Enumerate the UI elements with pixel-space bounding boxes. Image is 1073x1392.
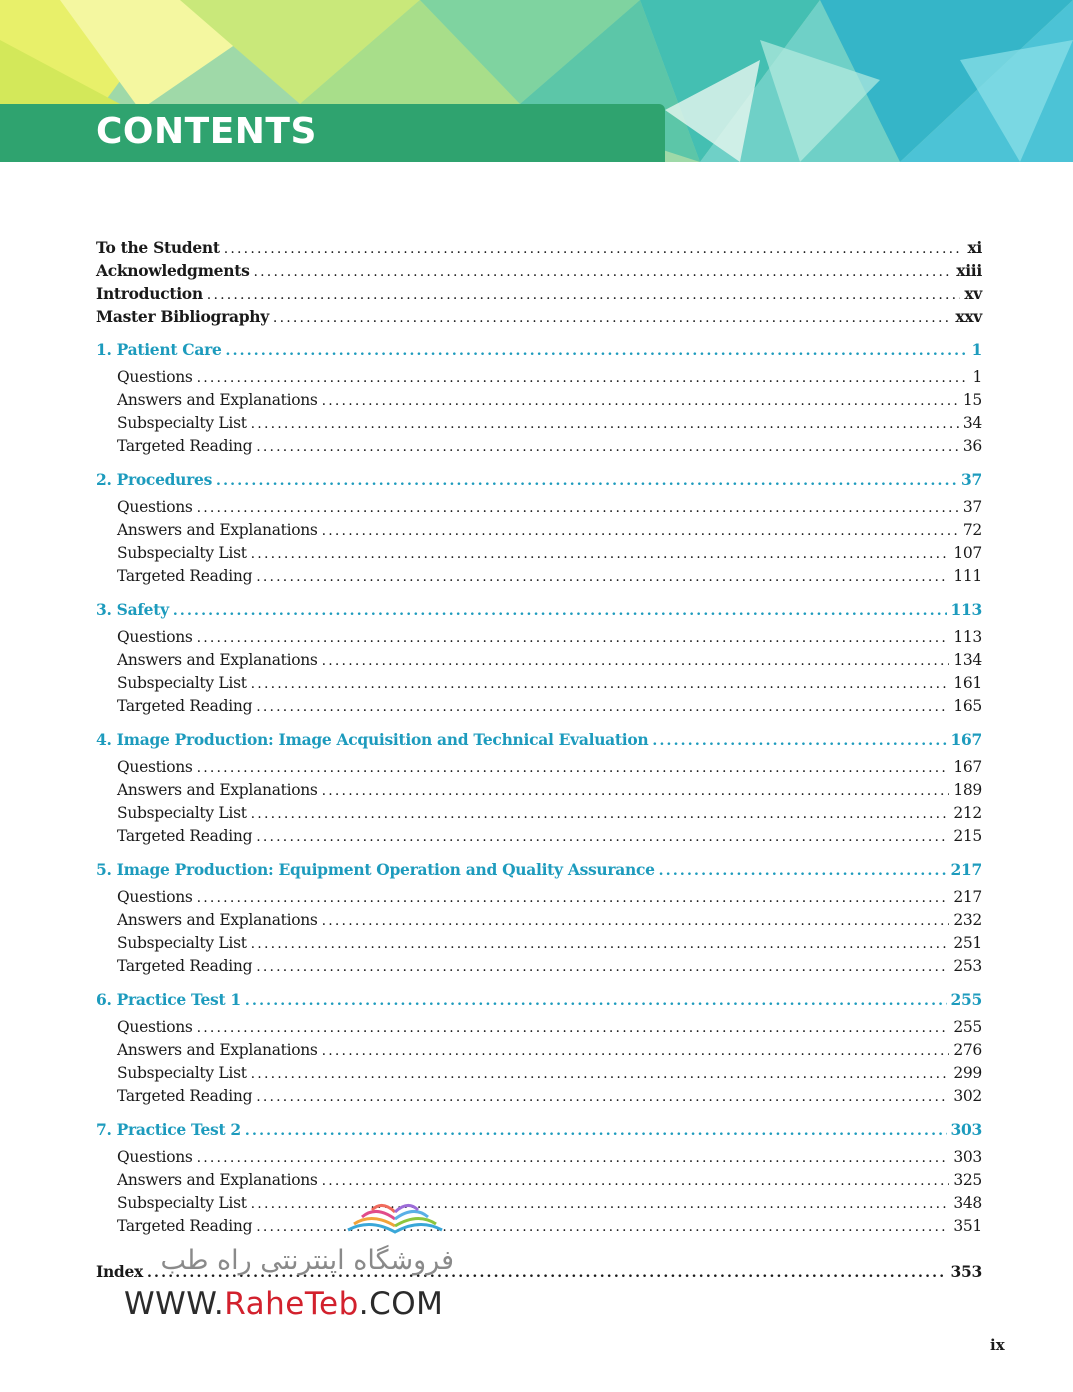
dot-leader	[251, 806, 950, 822]
toc-entry-page: 34	[962, 414, 982, 432]
dot-leader	[256, 439, 959, 455]
dot-leader	[197, 890, 950, 906]
dot-leader	[245, 1123, 947, 1139]
toc-entry-page: 134	[953, 651, 982, 669]
chapter-subentry	[96, 414, 982, 437]
chapter-heading	[96, 340, 982, 364]
toc-entry-page: 325	[953, 1171, 982, 1189]
dot-leader	[322, 913, 950, 929]
toc-entry-page: 165	[953, 697, 982, 715]
toc-entry-page: 37	[961, 470, 982, 489]
toc-entry-page: 255	[953, 1018, 982, 1036]
toc-entry-label: 7. Practice Test 2	[96, 1120, 241, 1139]
dot-leader	[197, 1020, 950, 1036]
toc-entry-label: Master Bibliography	[96, 307, 269, 326]
toc-entry-page: 302	[953, 1087, 982, 1105]
toc-entry-label: Subspecialty List	[117, 544, 247, 562]
toc-entry-label: Answers and Explanations	[117, 521, 318, 539]
front-matter-entry	[96, 238, 982, 261]
chapter-subentry	[96, 1148, 982, 1171]
toc-entry-label: 3. Safety	[96, 600, 169, 619]
open-book-logo-icon	[340, 1190, 450, 1240]
chapter-subentry	[96, 651, 982, 674]
chapter-subentry	[96, 697, 982, 720]
chapter-subentry	[96, 368, 982, 391]
toc-entry-page: 167	[950, 730, 982, 749]
toc-entry-label: To the Student	[96, 238, 220, 257]
dot-leader	[322, 783, 950, 799]
toc-entry-label: Index	[96, 1262, 143, 1281]
dot-leader	[226, 343, 968, 359]
chapter-subentry	[96, 1171, 982, 1194]
dot-leader	[256, 569, 949, 585]
toc-entry-label: Subspecialty List	[117, 414, 247, 432]
toc-entry-page: 1	[971, 340, 982, 359]
toc-entry-page: 111	[953, 567, 982, 585]
watermark-url-suffix: .COM	[358, 1286, 444, 1322]
chapter-subentry	[96, 1041, 982, 1064]
dot-leader	[197, 1150, 950, 1166]
toc-entry-label: Subspecialty List	[117, 1064, 247, 1082]
toc-entry-page: 217	[950, 860, 982, 879]
toc-entry-label: Targeted Reading	[117, 567, 253, 585]
toc-entry-label: 5. Image Production: Equipment Operation and Quality Assurance	[96, 860, 655, 879]
chapter-heading	[96, 470, 982, 494]
toc-entry-label: Targeted Reading	[117, 1217, 253, 1235]
toc-entry-label: Questions	[117, 628, 193, 646]
chapter-subentry	[96, 628, 982, 651]
toc-entry-label: Targeted Reading	[117, 697, 253, 715]
dot-leader	[322, 653, 950, 669]
toc-entry-page: 189	[953, 781, 982, 799]
front-matter-entry	[96, 307, 982, 330]
toc-entry-page: 351	[953, 1217, 982, 1235]
chapter-subentry	[96, 888, 982, 911]
toc-entry-label: Questions	[117, 498, 193, 516]
toc-entry-page: 15	[962, 391, 982, 409]
dot-leader	[251, 546, 950, 562]
dot-leader	[251, 1066, 950, 1082]
toc-entry-label: 6. Practice Test 1	[96, 990, 241, 1009]
dot-leader	[251, 676, 950, 692]
watermark-url-prefix: WWW.	[124, 1286, 225, 1322]
toc-entry-page: xiii	[956, 261, 982, 280]
toc-entry-page: 215	[953, 827, 982, 845]
toc-entry-page: 37	[962, 498, 982, 516]
toc-entry-page: 232	[953, 911, 982, 929]
dot-leader	[254, 264, 953, 280]
toc-entry-page: 167	[953, 758, 982, 776]
toc-entry-label: Subspecialty List	[117, 804, 247, 822]
toc-entry-label: 1. Patient Care	[96, 340, 222, 359]
toc-entry-label: Questions	[117, 368, 193, 386]
toc-entry-label: Answers and Explanations	[117, 651, 318, 669]
toc-entry-page: 107	[953, 544, 982, 562]
toc-entry-page: 113	[953, 628, 982, 646]
toc-entry-label: Targeted Reading	[117, 437, 253, 455]
dot-leader	[256, 959, 949, 975]
toc-entry-page: 348	[953, 1194, 982, 1212]
toc-entry-label: Subspecialty List	[117, 674, 247, 692]
dot-leader	[322, 393, 959, 409]
chapter-subentry	[96, 804, 982, 827]
toc-entry-label: Questions	[117, 1148, 193, 1166]
dot-leader	[273, 310, 951, 326]
toc-entry-page: 113	[950, 600, 982, 619]
toc-entry-page: 36	[962, 437, 982, 455]
toc-entry-page: 72	[962, 521, 982, 539]
toc-entry-label: Subspecialty List	[117, 1194, 247, 1212]
toc-entry-page: 251	[953, 934, 982, 952]
chapter-subentry	[96, 827, 982, 850]
toc-entry-label: Answers and Explanations	[117, 911, 318, 929]
chapter-subentry	[96, 674, 982, 697]
toc-entry-page: 253	[953, 957, 982, 975]
chapter-heading	[96, 600, 982, 624]
toc-entry-page: xxv	[955, 307, 982, 326]
toc-entry-label: Questions	[117, 888, 193, 906]
dot-leader	[652, 733, 946, 749]
chapter-heading	[96, 1120, 982, 1144]
dot-leader	[251, 936, 950, 952]
chapter-subentry	[96, 521, 982, 544]
toc-entry-label: 4. Image Production: Image Acquisition and Technical Evaluation	[96, 730, 649, 749]
chapter-subentry	[96, 498, 982, 521]
watermark-persian-text: فروشگاه اینترنتی راه طب	[160, 1245, 454, 1276]
dot-leader	[322, 1173, 950, 1189]
chapter-subentry	[96, 1217, 982, 1240]
dot-leader	[251, 416, 959, 432]
chapter-heading	[96, 990, 982, 1014]
chapter-subentry	[96, 934, 982, 957]
toc-entry-page: 161	[953, 674, 982, 692]
dot-leader	[224, 241, 964, 257]
chapter-subentry	[96, 544, 982, 567]
watermark-url-brand: RaheTeb	[224, 1286, 359, 1322]
chapter-subentry	[96, 391, 982, 414]
dot-leader	[216, 473, 957, 489]
dot-leader	[173, 603, 947, 619]
chapter-subentry	[96, 911, 982, 934]
chapter-subentry	[96, 1194, 982, 1217]
toc-entry-page: 303	[953, 1148, 982, 1166]
dot-leader	[197, 760, 950, 776]
dot-leader	[207, 287, 961, 303]
toc-entry-label: Targeted Reading	[117, 827, 253, 845]
dot-leader	[245, 993, 947, 1009]
toc-entry-label: Answers and Explanations	[117, 1041, 318, 1059]
toc-entry-page: 276	[953, 1041, 982, 1059]
dot-leader	[256, 1089, 949, 1105]
chapter-heading	[96, 730, 982, 754]
front-matter-entry	[96, 284, 982, 307]
toc-entry-label: 2. Procedures	[96, 470, 212, 489]
page-title: CONTENTS	[96, 111, 317, 152]
chapter-subentry	[96, 1018, 982, 1041]
toc-entry-page: 255	[950, 990, 982, 1009]
watermark-url	[124, 1286, 443, 1322]
table-of-contents	[96, 238, 982, 1285]
toc-entry-label: Subspecialty List	[117, 934, 247, 952]
toc-entry-label: Answers and Explanations	[117, 391, 318, 409]
toc-entry-label: Questions	[117, 1018, 193, 1036]
chapter-subentry	[96, 567, 982, 590]
chapter-subentry	[96, 437, 982, 460]
toc-entry-page: 353	[950, 1262, 982, 1281]
toc-entry-label: Answers and Explanations	[117, 781, 318, 799]
chapter-subentry	[96, 1087, 982, 1110]
chapter-subentry	[96, 758, 982, 781]
dot-leader	[197, 630, 950, 646]
toc-entry-label: Targeted Reading	[117, 957, 253, 975]
toc-entry-page: 299	[953, 1064, 982, 1082]
toc-entry-label: Answers and Explanations	[117, 1171, 318, 1189]
dot-leader	[659, 863, 947, 879]
toc-entry-page: xv	[964, 284, 982, 303]
toc-entry-page: 303	[950, 1120, 982, 1139]
front-matter-entry	[96, 261, 982, 284]
chapter-subentry	[96, 781, 982, 804]
dot-leader	[197, 500, 959, 516]
dot-leader	[322, 1043, 950, 1059]
toc-entry-label: Acknowledgments	[96, 261, 250, 280]
chapter-subentry	[96, 957, 982, 980]
chapter-subentry	[96, 1064, 982, 1087]
toc-entry-label: Introduction	[96, 284, 203, 303]
toc-entry-label: Questions	[117, 758, 193, 776]
dot-leader	[256, 829, 949, 845]
dot-leader	[256, 699, 949, 715]
toc-entry-page: xi	[967, 238, 982, 257]
toc-entry-page: 212	[953, 804, 982, 822]
toc-entry-label: Targeted Reading	[117, 1087, 253, 1105]
toc-entry-page: 1	[972, 368, 982, 386]
dot-leader	[197, 370, 969, 386]
chapter-heading	[96, 860, 982, 884]
toc-entry-page: 217	[953, 888, 982, 906]
page-number: ix	[990, 1336, 1005, 1354]
dot-leader	[322, 523, 959, 539]
